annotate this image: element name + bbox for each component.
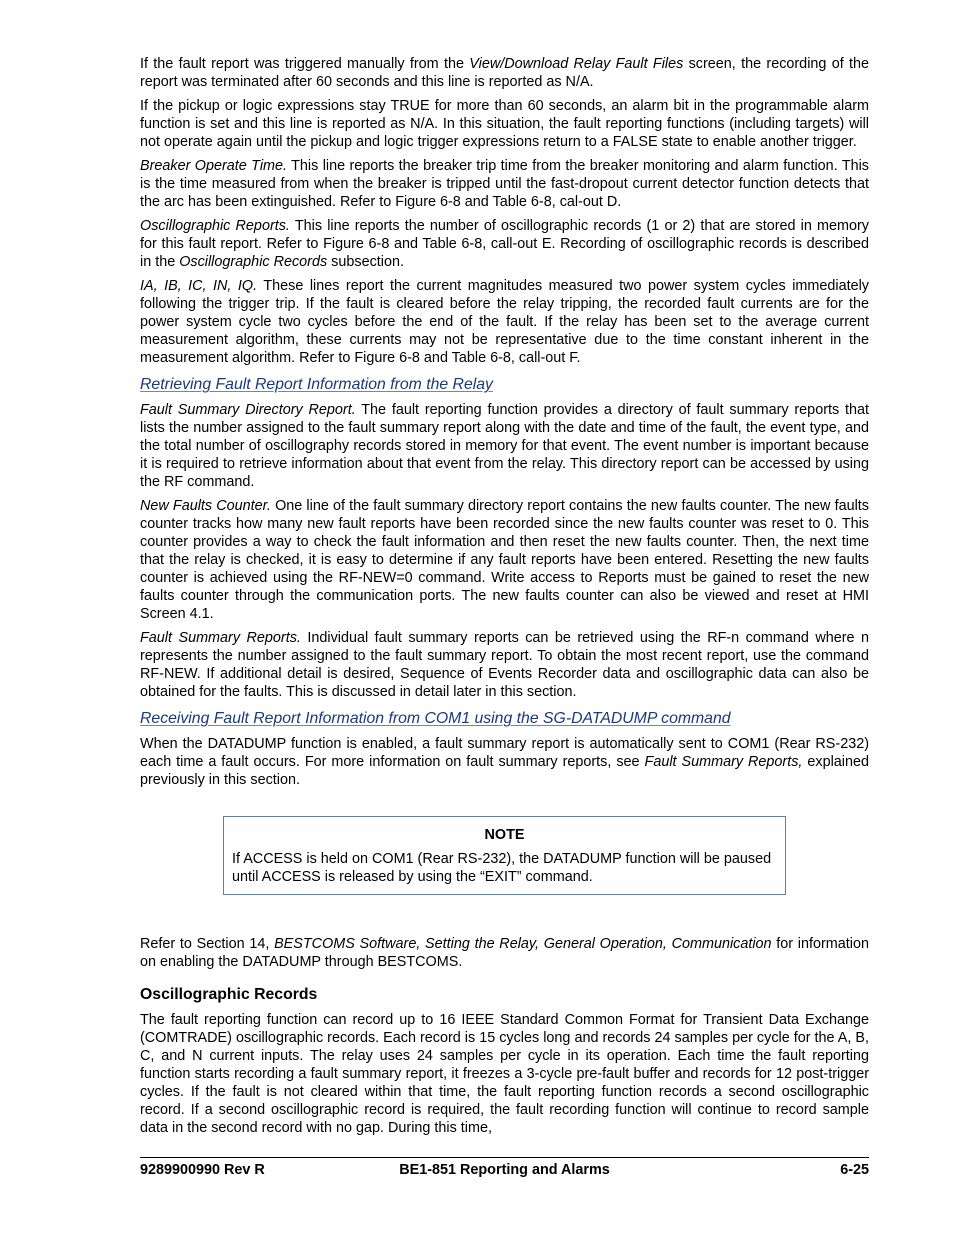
text: explained previously in this section. <box>140 754 870 788</box>
note-title: NOTE <box>484 827 525 843</box>
paragraph-manual-trigger <box>140 55 869 91</box>
paragraph-oscillographic-records: The fault reporting function can record up to 16 IEEE Standard Common Format for Transient Data Exchange (COMTRADE) oscillographic records. Each record is 15 cycles long and records 24 samples per cycle for the A, B, C, and N current inputs. The relay uses 24 samples per cycle in its operation. Each time the fault reporting function starts recording a fault summary report, it freezes a 3-cycle pre-fault buffer and records for 12 post-trigger cycles. If the fault is not cleared within that time, the fault reporting function records a second oscillographic record. If a second oscillographic record is required, the fault recording function will continue to record sample data in the second record with no gap. During this time, <box>140 1012 869 1136</box>
paragraph-fault-summary-reports <box>140 629 869 701</box>
paragraph-breaker-operate-time <box>140 157 869 211</box>
lead-term: Fault Summary Directory Report. <box>140 402 356 418</box>
screen-name: View/Download Relay Fault Files <box>469 56 684 72</box>
lead-term: IA, IB, IC, IN, IQ. <box>140 278 258 294</box>
text: for information on enabling the DATADUMP through BESTCOMS. <box>140 936 869 970</box>
lead-term: Fault Summary Reports. <box>140 630 301 646</box>
note-body: If ACCESS is held on COM1 (Rear RS-232), the DATADUMP function will be paused until ACCESS is released by using the “EXIT” command. <box>232 851 772 885</box>
paragraph-datadump <box>140 735 869 789</box>
paragraph-pickup-logic: If the pickup or logic expressions stay TRUE for more than 60 seconds, an alarm bit in the programmable alarm function is set and this line is reported as N/A. In this situation, the fault reporting functions (including targets) will not operate again until the pickup and logic trigger expressions return to a FALSE state to enable another trigger. <box>140 98 869 150</box>
heading-text: Retrieving Fault Report Information from the Relay <box>140 376 493 393</box>
text: screen, the recording of the report was terminated after 60 seconds and this line is reported as N/A. <box>140 56 870 90</box>
section-ref: Fault Summary Reports, <box>644 754 803 770</box>
heading-text: Receiving Fault Report Information from COM1 using the SG-DATADUMP command <box>140 710 731 727</box>
text: If the fault report was triggered manually from the <box>140 56 470 72</box>
text: When the DATADUMP function is enabled, a fault summary report is automatically sent to COM1 (Rear RS-232) each time a fault occurs. For more information on fault summary reports, see <box>140 736 869 770</box>
heading-oscillographic-records: Oscillographic Records <box>140 986 318 1003</box>
text: One line of the fault summary directory report contains the new faults counter. The new faults counter tracks how many new fault reports have been recorded since the new faults counter was reset to 0. This counter provides a way to check the fault information and then reset the new faults counter. Then, the next time that the relay is checked, it is easy to determine if any fault reports have been entered. Resetting the new faults counter is achieved using the RF-NEW=0 command. Write access to Reports must be gained to reset the new faults counter through the communication ports. The new faults counter can also be viewed and reset at HMI Screen 4.1. <box>140 498 869 622</box>
section-ref: BESTCOMS Software, Setting the Relay, General Operation, Communication <box>274 936 772 952</box>
text: Refer to Section 14, <box>140 936 275 952</box>
document-number: 9289900990 Rev R <box>140 1162 265 1178</box>
text: These lines report the current magnitudes measured two power system cycles immediately following the trigger trip. If the fault is cleared before the relay tripping, the recorded fault currents are for the power system cycle two cycles before the end of the fault. If the relay has been set to the average current measurement algorithm, these currents may not be representative due to the time constant inherent in the measurement algorithm. Refer to Figure 6-8 and Table 6-8, call-out F. <box>140 278 869 366</box>
text: This line reports the number of oscillographic records (1 or 2) that are stored in memory for this fault report. Refer to Figure 6-8 and Table 6-8, call-out E. Recording of oscillographic records is described in the <box>140 218 869 270</box>
text: Individual fault summary reports can be retrieved using the RF-n command where n represents the number assigned to the fault summary report. To obtain the most recent report, use the command RF-NEW. If additional detail is desired, Sequence of Events Recorder data and oscillographic data can also be obtained for the faults. This is discussed in detail later in this section. <box>140 630 869 700</box>
text: This line reports the breaker trip time from the breaker monitoring and alarm function. This is the time measured from when the breaker is tripped until the fast-dropout current detector function detects that the arc has been extinguished. Refer to Figure 6-8 and Table 6-8, cal-out D. <box>140 158 869 210</box>
paragraph-current-magnitudes <box>140 277 869 367</box>
paragraph-oscillographic-reports <box>140 217 869 271</box>
page-number: 6-25 <box>840 1162 869 1178</box>
text: The fault reporting function provides a directory of fault summary reports that lists the number assigned to the fault summary report along with the date and time of the fault, the event type, and the total number of oscillography records stored in memory for that event. The event number is important because it is required to retrieve information about that event from the relay. This directory report can be accessed by using the RF command. <box>140 402 869 490</box>
paragraph-bestcoms-ref <box>140 935 869 971</box>
page-footer <box>140 1157 869 1183</box>
chapter-title: BE1-851 Reporting and Alarms <box>399 1162 610 1178</box>
text: subsection. <box>327 254 404 270</box>
page-content <box>140 55 869 1143</box>
heading-receiving-fault-report <box>140 709 869 729</box>
subsection-ref: Oscillographic Records <box>179 254 328 270</box>
heading-retrieving-fault-report <box>140 375 869 395</box>
lead-term: New Faults Counter. <box>140 498 271 514</box>
lead-term: Breaker Operate Time. <box>140 158 288 174</box>
paragraph-directory-report <box>140 401 869 491</box>
note-box <box>223 816 786 895</box>
paragraph-new-faults-counter <box>140 497 869 623</box>
lead-term: Oscillographic Reports. <box>140 218 290 234</box>
